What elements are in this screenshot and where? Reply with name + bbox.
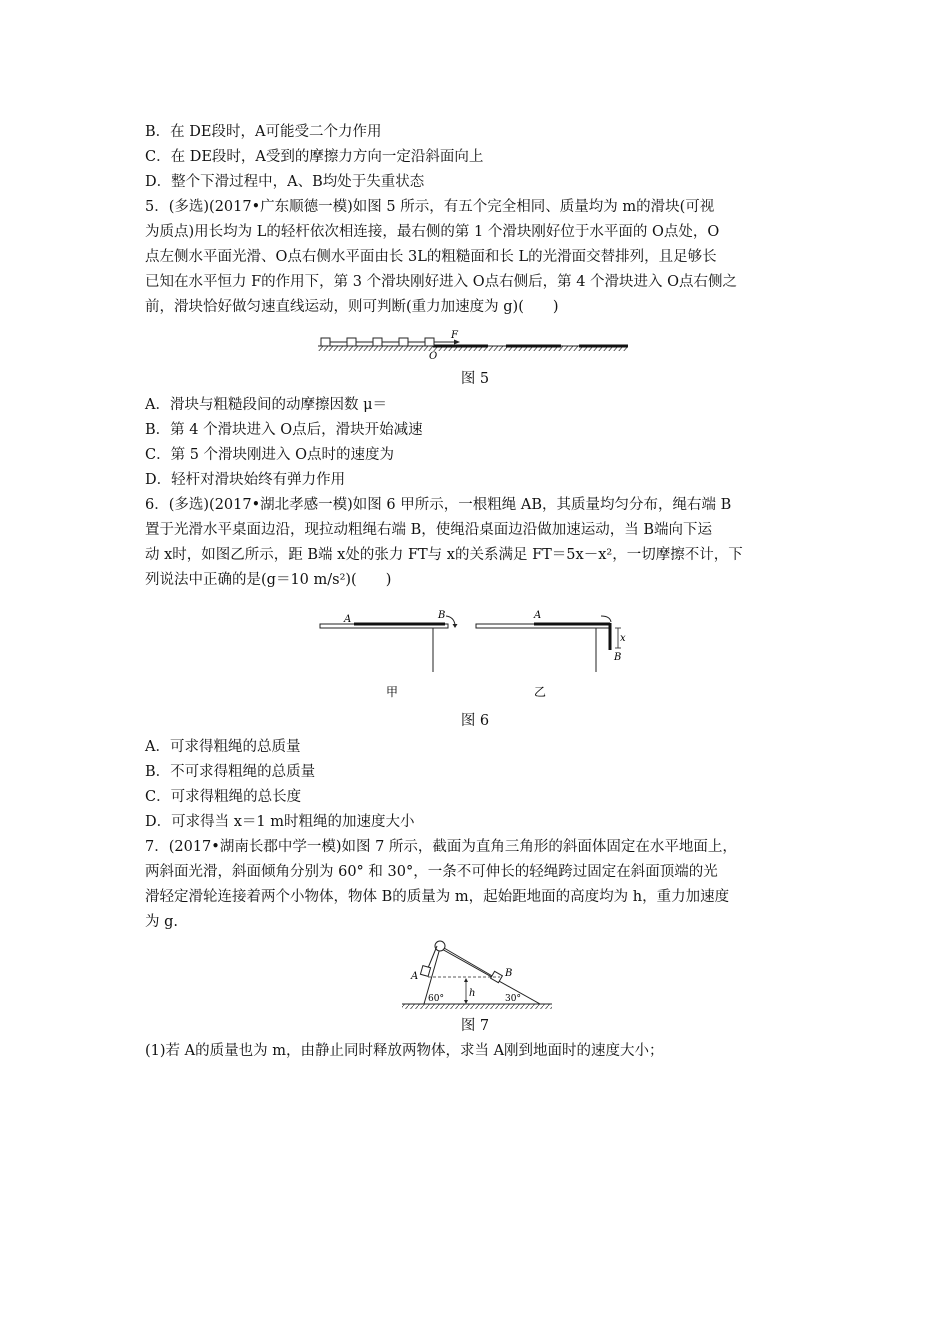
text-line-11: C．第 5 个滑块刚进入 O点时的速度为 [145, 447, 395, 463]
fig5-label-f: F [451, 330, 458, 341]
text-line-3: D．整个下滑过程中，A、B均处于失重状态 [145, 174, 425, 190]
text-line-15: 动 x时，如图乙所示，距 B端 x处的张力 FT与 x的关系满足 FT＝5x－x²，一切摩擦不计，下 [145, 547, 743, 563]
text-line-4: 5．(多选)(2017•广东顺德一模)如图 5 所示，有五个完全相同、质量均为 m的滑块(可视 [145, 199, 715, 215]
text-line-10: B．第 4 个滑块进入 O点后，滑块开始减速 [145, 422, 423, 438]
text-line-7: 已知在水平恒力 F的作用下，第 3 个滑块刚好进入 O点右侧后，第 4 个滑块进入 O点右侧之 [145, 274, 738, 290]
fig6-label-x: x [620, 633, 626, 644]
text-line-22: 两斜面光滑，斜面倾角分别为 60° 和 30°，一条不可伸长的轻绳跨过固定在斜面顶端的光 [145, 864, 718, 880]
fig7-label-h: h [469, 988, 476, 999]
figure-5 [318, 328, 638, 366]
text-line-19: C．可求得粗绳的总长度 [145, 789, 302, 805]
fig6-label-a-right: A [534, 610, 542, 621]
text-line-23: 滑轻定滑轮连接着两个小物体，物体 B的质量为 m，起始距地面的高度均为 h，重力加速度 [145, 889, 730, 905]
text-line-1: B．在 DE段时，A可能受二个力作用 [145, 124, 382, 140]
text-line-20: D．可求得当 x＝1 m时粗绳的加速度大小 [145, 814, 415, 830]
text-line-18: B．不可求得粗绳的总质量 [145, 764, 316, 780]
fig7-label-b: B [505, 968, 513, 979]
text-line-12: D．轻杆对滑块始终有弹力作用 [145, 472, 346, 488]
text-line-17: A．可求得粗绳的总质量 [145, 739, 301, 755]
figure-5-caption: 图 5 [460, 371, 490, 387]
text-line-9: A．滑块与粗糙段间的动摩擦因数 μ＝ [145, 397, 388, 413]
figure-6 [318, 604, 638, 708]
text-line-14: 置于光滑水平桌面边沿，现拉动粗绳右端 B，使绳沿桌面边沿做加速运动，当 B端向下运 [145, 522, 713, 538]
text-line-5: 为质点)用长均为 L的轻杆依次相连接，最右侧的第 1 个滑块刚好位于水平面的 O点处，O [145, 224, 720, 240]
fig6-label-b-left: B [438, 610, 446, 621]
figure-6-caption: 图 6 [460, 713, 490, 729]
text-line-16: 列说法中正确的是(g＝10 m/s²)( ) [145, 572, 392, 588]
fig6-label-b-right: B [614, 652, 622, 663]
text-line-8: 前，滑块恰好做匀速直线运动，则可判断(重力加速度为 g)( ) [145, 299, 559, 315]
fig5-label-o: O [429, 351, 438, 362]
figure-7 [398, 934, 558, 1018]
text-line-2: C．在 DE段时，A受到的摩擦力方向一定沿斜面向上 [145, 149, 484, 165]
text-line-21: 7．(2017•湖南长郡中学一模)如图 7 所示，截面为直角三角形的斜面体固定在水平地面上， [145, 839, 737, 855]
text-line-6: 点左侧水平面光滑、O点右侧水平面由长 3L的粗糙面和长 L的光滑面交替排列，且足够长 [145, 249, 717, 265]
fig7-angle-left: 60° [428, 994, 444, 1004]
fig7-angle-right: 30° [505, 994, 521, 1004]
fig6-sub-caption-left: 甲 [386, 685, 399, 699]
fig7-label-a: A [411, 971, 419, 982]
text-line-13: 6．(多选)(2017•湖北孝感一模)如图 6 甲所示，一根粗绳 AB，其质量均匀分布，绳右端 B [145, 497, 732, 513]
text-line-25: (1)若 A的质量也为 m，由静止同时释放两物体，求当 A刚到地面时的速度大小； [145, 1043, 664, 1059]
fig6-sub-caption-right: 乙 [534, 685, 547, 699]
text-line-24: 为 g. [145, 914, 179, 930]
fig6-label-a-left: A [344, 614, 352, 625]
figure-7-caption: 图 7 [460, 1018, 490, 1034]
